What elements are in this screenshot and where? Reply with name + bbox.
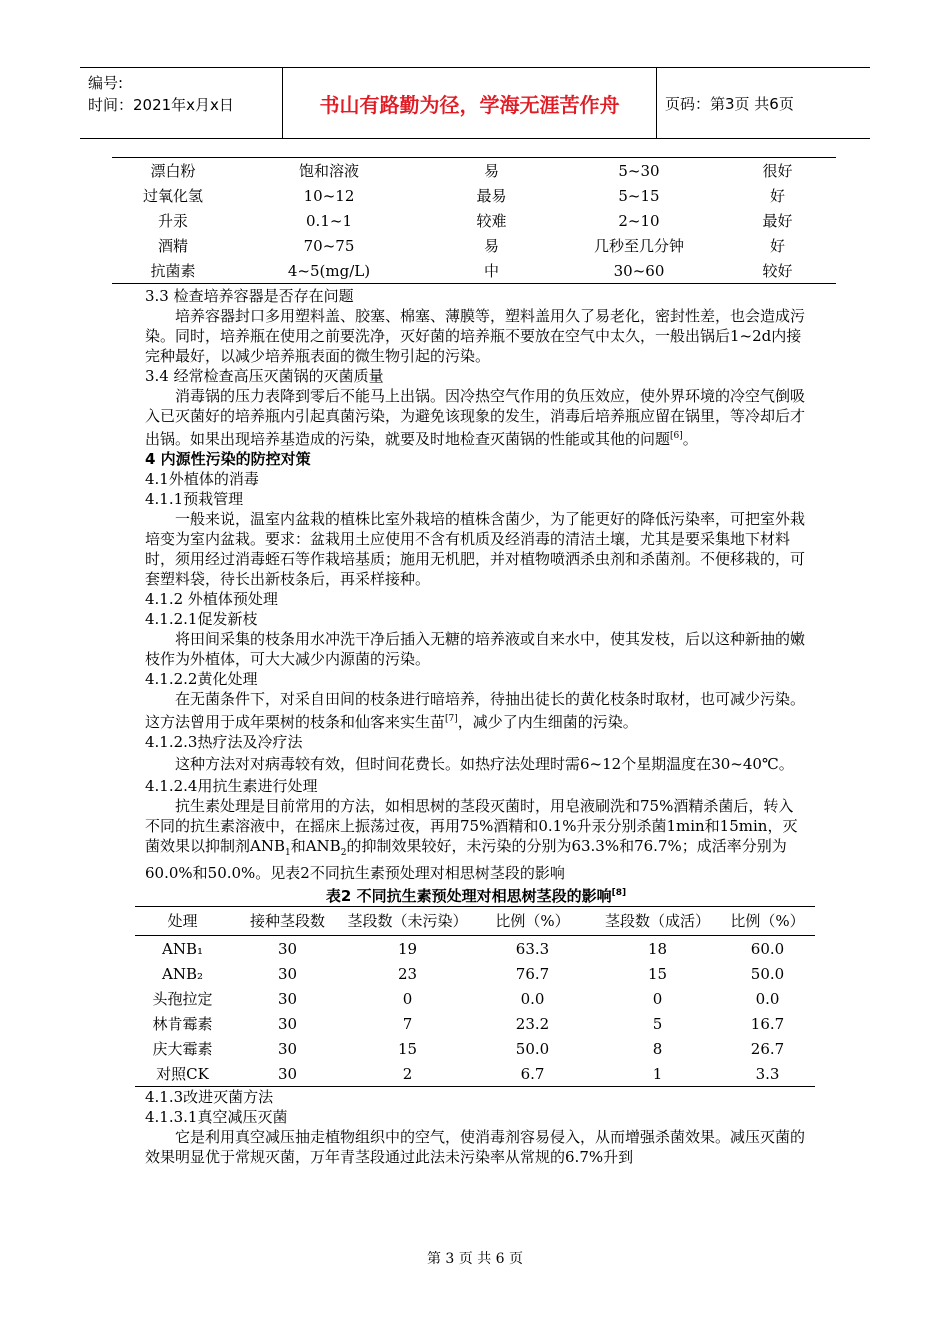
table-cell: 50.0 xyxy=(750,964,785,983)
section-4-1-2-3-title: 4.1.2.3热疗法及冷疗法 xyxy=(145,733,303,751)
section-4-1-3-1-body: 它是利用真空减压抽走植物组织中的空气，使消毒剂容易侵入，从而增强杀菌效果。减压灭菌的效果明显优于常规灭菌，万年青茎段通过此法未污染率从常规的6.7%升到 xyxy=(145,1128,806,1166)
table-row xyxy=(112,158,836,184)
citation-6: [6] xyxy=(670,431,683,441)
table-row xyxy=(135,986,815,1011)
table-row xyxy=(135,1011,815,1036)
table-row xyxy=(112,183,836,208)
section-4-title: 4 内源性污染的防控对策 xyxy=(145,450,311,468)
table-cell: 漂白粉 xyxy=(150,162,196,180)
table-row xyxy=(135,961,815,986)
section-4-1-2-2-end: ，减少了内生细菌的污染。 xyxy=(457,713,638,731)
table-cell: 好 xyxy=(769,187,785,205)
section-3-4-end: 。 xyxy=(682,430,698,448)
section-4-1-2-title: 4.1.2 外植体预处理 xyxy=(145,590,278,608)
table-cell: 19 xyxy=(397,939,418,958)
table-header-cell: 处理 xyxy=(167,912,198,930)
table-cell: 0.0 xyxy=(520,989,545,1008)
section-3-3-body: 培养容器封口多用塑料盖、胶塞、棉塞、薄膜等，塑料盖用久了易老化，密封性差，也会造成污染。同时，培养瓶在使用之前要洗净，灭好菌的培养瓶不要放在空气中太久，一般出锅后1~2d内接完种最好，以减少培养瓶表面的微生物引起的污染。 xyxy=(145,307,806,365)
table-cell: 升汞 xyxy=(157,212,188,230)
table-cell: 过氧化氢 xyxy=(142,187,203,205)
table-cell: 30 xyxy=(277,1064,298,1083)
table-cell: 23 xyxy=(397,964,418,983)
table-cell: 15 xyxy=(397,1039,418,1058)
section-4-1-title: 4.1外植体的消毒 xyxy=(145,470,259,488)
table-cell: 4~5(mg/L) xyxy=(287,261,371,280)
table-cell: 较好 xyxy=(762,262,793,280)
antibiotic-text-2: 和ANB xyxy=(290,837,341,855)
table-cell: 几秒至几分钟 xyxy=(593,237,684,255)
section-4-1-1-title: 4.1.1预栽管理 xyxy=(145,490,244,508)
section-4-1-2-1-title: 4.1.2.1促发新枝 xyxy=(145,610,258,628)
document-body xyxy=(145,286,807,1167)
table-cell: 对照CK xyxy=(156,1064,209,1083)
table-cell: 2 xyxy=(402,1064,413,1083)
disinfectant-table-body xyxy=(112,158,836,284)
table2-caption xyxy=(145,883,807,906)
table-cell: 30~60 xyxy=(613,261,665,280)
table-cell: 76.7 xyxy=(515,964,550,983)
table-row xyxy=(112,258,836,284)
antibiotic-sub-2: 2 xyxy=(340,848,347,858)
header-meta xyxy=(80,68,283,138)
table-cell: 30 xyxy=(277,1039,298,1058)
section-4-1-1-body: 一般来说，温室内盆栽的植株比室外栽培的植株含菌少，为了能更好的降低污染率，可把室外栽培变为室内盆栽。要求：盆栽用土应使用不含有机质及经消毒的清洁土壤，尤其是要采集地下材料时，须用经过消毒蛭石等作栽培基质；施用无机肥，并对植物喷洒杀虫剂和杀菌剂。不便移栽的，可套塑料袋，待长出新枝条后，再采样接种。 xyxy=(145,510,806,588)
table2-caption-text: 表2 不同抗生素预处理对相思树茎段的影响 xyxy=(325,887,612,905)
table-row xyxy=(135,936,815,962)
section-3-3-title: 3.3 检查培养容器是否存在问题 xyxy=(145,287,354,305)
table-cell: 0.0 xyxy=(755,989,780,1008)
section-4-1-3-1-title: 4.1.3.1真空减压灭菌 xyxy=(145,1108,288,1126)
section-3-4-title: 3.4 经常检查高压灭菌锅的灭菌质量 xyxy=(145,367,384,385)
table-cell: 最易 xyxy=(476,187,507,205)
table-cell: 0 xyxy=(652,989,663,1008)
section-4-1-2-2-body xyxy=(145,689,807,732)
table-cell: 70~75 xyxy=(303,236,355,255)
table-cell: 中 xyxy=(483,262,499,280)
section-4-1-2-3-body: 这种方法对对病毒较有效，但时间花费长。如热疗法处理时需6~12个星期温度在30~40℃。 xyxy=(175,755,794,773)
table-cell: 30 xyxy=(277,1014,298,1033)
page-footer: 第 3 页 共 6 页 xyxy=(426,1251,524,1267)
table-cell: 2~10 xyxy=(618,211,660,230)
antibiotic-table-header xyxy=(135,907,815,936)
table-cell: 饱和溶液 xyxy=(298,162,359,180)
table-header-cell: 比例（%） xyxy=(495,912,570,930)
table-cell: 好 xyxy=(769,237,785,255)
table-cell: 很好 xyxy=(762,162,793,180)
antibiotic-table-body xyxy=(135,936,815,1087)
section-3-4-body xyxy=(145,386,807,449)
table-cell: 5~30 xyxy=(618,161,660,180)
table-cell: ANB₂ xyxy=(162,964,203,983)
table-row xyxy=(112,233,836,258)
antibiotic-text-3: 的抑制效果较好，未污染的分别为63.3%和76.7%；成活率分别为60.0%和50.0%。见表2不同抗生素预处理对相思树茎段的影响 xyxy=(145,837,787,882)
section-4-1-2-2-title: 4.1.2.2黄化处理 xyxy=(145,670,258,688)
table-cell: 1 xyxy=(652,1064,663,1083)
citation-8: [8] xyxy=(611,888,627,898)
table-cell: 庆大霉素 xyxy=(152,1039,213,1058)
table-cell: 30 xyxy=(277,989,298,1008)
table-header-cell: 比例（%） xyxy=(730,912,805,930)
page-header xyxy=(80,67,870,139)
antibiotic-sub-1: 1 xyxy=(284,848,291,858)
antibiotic-table xyxy=(135,906,815,1087)
table-cell: 头孢拉定 xyxy=(152,989,213,1008)
table-cell: 50.0 xyxy=(515,1039,550,1058)
table-row xyxy=(135,1036,815,1061)
table-header-cell: 茎段数（未污染） xyxy=(347,912,468,930)
table-cell: 0.1~1 xyxy=(306,211,352,230)
table-cell: 易 xyxy=(483,237,499,255)
table-cell: 酒精 xyxy=(157,237,188,255)
header-page-info: 页码：第3页 共6页 xyxy=(665,94,794,113)
table-cell: 林肯霉素 xyxy=(152,1014,213,1033)
table-cell: 抗菌素 xyxy=(150,262,196,280)
table-cell: 16.7 xyxy=(750,1014,785,1033)
time-label: 时间：2021年x月x日 xyxy=(88,96,234,114)
section-3-4-text: 消毒锅的压力表降到零后不能马上出锅。因冷热空气作用的负压效应，使外界环境的冷空气倒吸入已灭菌好的培养瓶内引起真菌污染，为避免该现象的发生，消毒后培养瓶应留在锅里，等冷却后才出锅。如果出现培养基造成的污染，就要及时地检查灭菌锅的性能或其他的问题 xyxy=(145,387,806,448)
table-cell: 30 xyxy=(277,964,298,983)
table-cell: 7 xyxy=(402,1014,413,1033)
section-4-1-2-4-body xyxy=(145,796,807,883)
table-cell: 6.7 xyxy=(520,1064,545,1083)
table-cell: 26.7 xyxy=(750,1039,785,1058)
table-cell: 5~15 xyxy=(618,186,660,205)
section-4-1-3-title: 4.1.3改进灭菌方法 xyxy=(145,1088,274,1106)
section-4-1-2-4-title: 4.1.2.4用抗生素进行处理 xyxy=(145,777,318,795)
table-cell: 18 xyxy=(647,939,668,958)
section-4-1-2-2-text: 在无菌条件下，对采自田间的枝条进行暗培养，待抽出徒长的黄化枝条时取材，也可减少污染。这方法曾用于成年栗树的枝条和仙客来实生苗 xyxy=(145,690,806,731)
section-4-1-2-1-body: 将田间采集的枝条用水冲洗干净后插入无糖的培养液或自来水中，使其发枝，后以这种新抽的嫩枝作为外植体，可大大减少内源菌的污染。 xyxy=(145,630,806,668)
table-row xyxy=(135,1061,815,1087)
table-cell: ANB₁ xyxy=(162,939,203,958)
table-cell: 30 xyxy=(277,939,298,958)
table-cell: 23.2 xyxy=(515,1014,550,1033)
table-cell: 5 xyxy=(652,1014,663,1033)
table-cell: 63.3 xyxy=(515,939,550,958)
header-motto: 书山有路勤为径，学海无涯苦作舟 xyxy=(283,68,657,138)
table-cell: 较难 xyxy=(476,212,507,230)
table-row xyxy=(112,208,836,233)
table-cell: 0 xyxy=(402,989,413,1008)
table-cell: 60.0 xyxy=(750,939,785,958)
table-cell: 最好 xyxy=(762,212,793,230)
number-label: 编号: xyxy=(88,74,124,92)
table-header-cell: 茎段数（成活） xyxy=(604,912,710,930)
table-cell: 15 xyxy=(647,964,668,983)
disinfectant-table xyxy=(112,157,836,284)
table-cell: 10~12 xyxy=(303,186,355,205)
table-cell: 3.3 xyxy=(755,1064,780,1083)
citation-7: [7] xyxy=(445,714,458,724)
table-header-cell: 接种茎段数 xyxy=(249,912,325,930)
table-cell: 8 xyxy=(652,1039,663,1058)
table-cell: 易 xyxy=(483,162,499,180)
antibiotic-text-1: 抗生素处理是目前常用的方法，如相思树的茎段灭菌时，用皂液刷洗和75%酒精杀菌后，转入不同的抗生素溶液中，在摇床上振荡过夜，再用75%酒精和0.1%升汞分别杀菌1min和15min，灭菌效果以抑制剂ANB xyxy=(145,797,798,855)
